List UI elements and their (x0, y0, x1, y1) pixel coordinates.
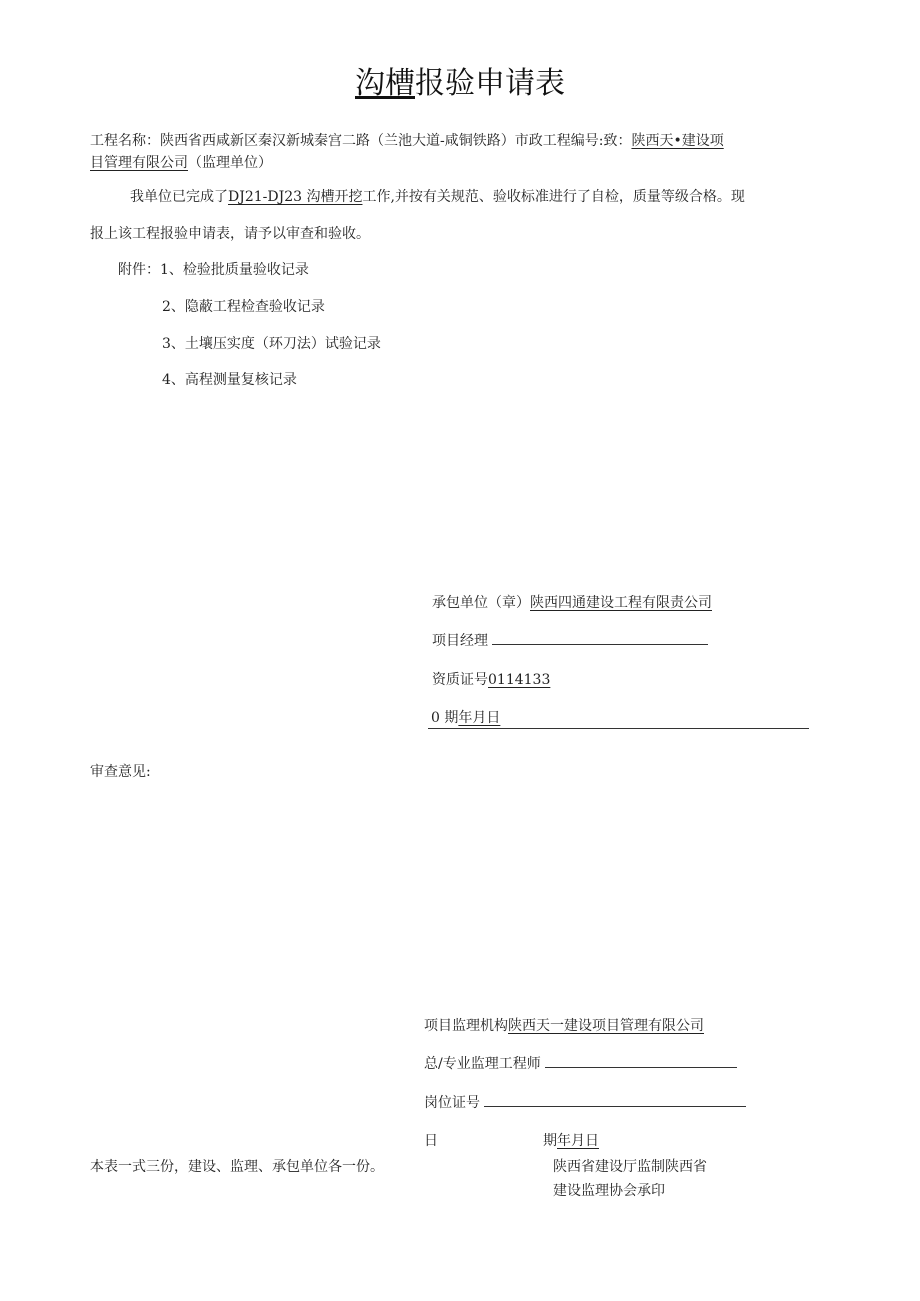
supervisor-org (424, 1015, 704, 1035)
supervisor-org-label: 项目监理机构 (424, 1018, 508, 1034)
project-manager-label: 项目经理 (432, 633, 488, 649)
printer-note-line1: 陕西省建设厅监制陕西省 (553, 1159, 707, 1175)
supervising-engineer (424, 1053, 737, 1073)
attachment-item: 2、隐蔽工程检查验收记录 (162, 299, 325, 315)
post-cert-line[interactable] (484, 1106, 746, 1107)
supervising-engineer-signature-line[interactable] (545, 1067, 737, 1068)
title-part1: 沟槽 (355, 66, 415, 101)
completion-prefix: 我单位已完成了 (130, 189, 228, 205)
to-unit-b: 目管理有限公司 (90, 155, 188, 171)
cert-number (432, 669, 550, 689)
completion-suffix: 工作,并按有关规范、验收标准进行了自检，质量等级合格。现 (362, 189, 745, 205)
supervisor-date-day: 日 (424, 1133, 438, 1149)
supervisor-date-value: 年月日 (557, 1133, 599, 1149)
submission-statement: 报上该工程报验申请表，请予以审查和验收。 (90, 226, 370, 242)
post-cert-label: 岗位证号 (424, 1095, 480, 1111)
contractor-date-prefix: 0 期 (431, 710, 459, 726)
to-unit-a: 陕西天•建设项 (631, 133, 724, 149)
project-header (90, 130, 810, 174)
project-manager-signature-line[interactable] (492, 644, 708, 645)
cert-number-label: 资质证号 (432, 672, 488, 688)
contractor-unit-label: 承包单位（章） (432, 595, 530, 611)
project-header-prefix: 工程名称：陕西省西咸新区秦汉新城秦宫二路（兰池大道-咸铜铁路）市政工程编号:致： (90, 133, 632, 149)
contractor-unit (432, 592, 712, 612)
cert-number-value: 0114133 (488, 672, 551, 688)
completed-work: DJ21-DJ23 沟槽开挖 (228, 189, 363, 205)
contractor-unit-value: 陕西四通建设工程有限责公司 (530, 595, 712, 611)
attachment-item: 4、高程测量复核记录 (162, 372, 297, 388)
post-cert (424, 1092, 746, 1112)
supervisor-date (543, 1130, 599, 1150)
attachment-row-1 (118, 259, 309, 279)
attachment-item: 3、土壤压实度（环刀法）试验记录 (162, 336, 381, 352)
completion-statement (130, 186, 745, 206)
page-title (0, 58, 920, 102)
copies-note: 本表一式三份，建设、监理、承包单位各一份。 (90, 1159, 384, 1175)
supervisor-date-prefix: 期 (543, 1133, 557, 1149)
contractor-date-value: 年月日 (458, 710, 501, 726)
attachments-label: 附件： (118, 262, 160, 278)
review-opinion-label: 审查意见: (90, 764, 151, 780)
title-part2: 报验申请表 (415, 66, 565, 101)
attachment-item: 1、检验批质量验收记录 (160, 262, 309, 278)
printer-note-line2: 建设监理协会承印 (553, 1183, 665, 1199)
project-manager (432, 630, 708, 650)
supervisor-org-value: 陕西天一建设项目管理有限公司 (508, 1018, 704, 1034)
supervising-engineer-label: 总/专业监理工程师 (424, 1056, 541, 1072)
to-unit-suffix: （监理单位） (188, 155, 272, 171)
contractor-date (428, 707, 809, 729)
